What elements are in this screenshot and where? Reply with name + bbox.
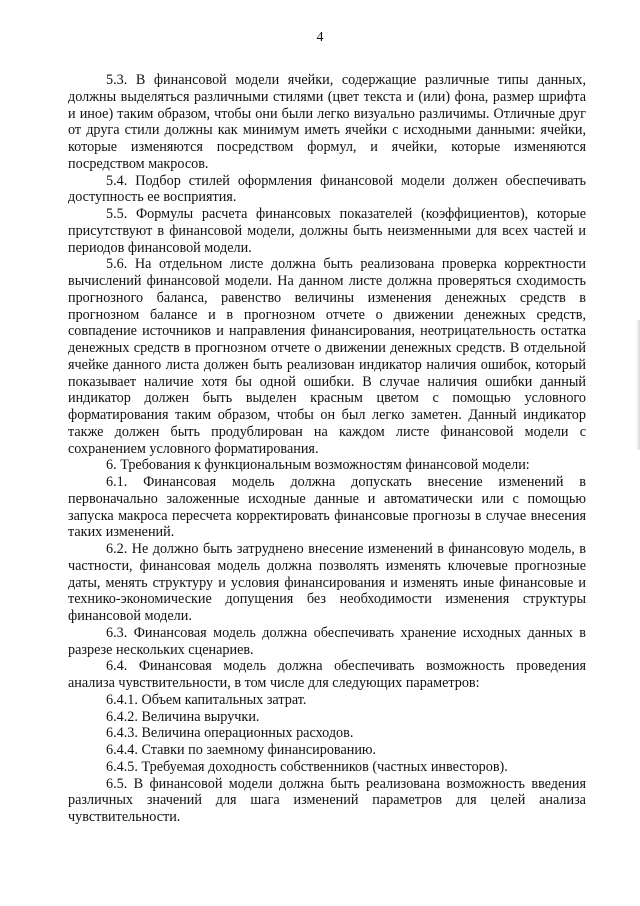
paragraph-6-4: 6.4. Финансовая модель должна обеспечивать возможность проведения анализа чувствительности, в том числе для следующих параметров: xyxy=(68,658,586,691)
paragraph-5-4: 5.4. Подбор стилей оформления финансовой модели должен обеспечивать доступность ее восприятия. xyxy=(68,172,586,206)
list-item-6-4-2: 6.4.2. Величина выручки. xyxy=(106,708,260,725)
list-item-6-4-5: 6.4.5. Требуемая доходность собственников (частных инвесторов). xyxy=(106,758,508,775)
paragraph-5-3: 5.3. В финансовой модели ячейки, содержащие различные типы данных, должны выделяться различными стилями (цвет текста и (или) фона, размер шрифта и иное) таким образом, чтобы они были легко визуально различимы. Отличные друг от друга стили должны как минимум иметь ячейки с исходными данными: ячейки, которые изменяются посредством формул, и ячейки, которые изменяются посредством макросов. xyxy=(68,72,586,172)
paragraph-5-6: 5.6. На отдельном листе должна быть реализована проверка корректности вычислений финансовой модели. На данном листе должна проверяться сходимость прогнозного баланса, равенство величины изменения денежных средств в прогнозном балансе и в прогнозном отчете о движении денежных средств, совпадение источников и направления финансирования, неотрицательность остатка денежных средств в прогнозном отчете о движении денежных средств. В отдельной ячейке данного листа должен быть реализован индикатор наличия ошибок, который показывает наличие хотя бы одной ошибки. В случае наличия ошибки данный индикатор должен быть выделен красным цветом с помощью условного форматирования таким образом, чтобы он был легко заметен. Данный индикатор также должен быть продублирован на каждом листе финансовой модели с сохранением условного форматирования. xyxy=(68,256,586,457)
document-body xyxy=(68,72,586,826)
paragraph-6-5: 6.5. В финансовой модели должна быть реализована возможность введения различных значений для шага изменений параметров для целей анализа чувствительности. xyxy=(68,775,586,825)
list-item-6-4-4: 6.4.4. Ставки по заемному финансированию. xyxy=(106,742,377,758)
page-number: 4 xyxy=(316,30,324,45)
paragraph-5-5: 5.5. Формулы расчета финансовых показателей (коэффициентов), которые присутствуют в финансовой модели, должны быть неизменными для всех частей и периодов финансовой модели. xyxy=(68,206,586,256)
section-6-heading: 6. Требования к функциональным возможностям финансовой модели: xyxy=(106,457,530,474)
list-item-6-4-3: 6.4.3. Величина операционных расходов. xyxy=(106,725,354,742)
scan-edge-shadow xyxy=(636,320,640,450)
paragraph-6-1: 6.1. Финансовая модель должна допускать внесение изменений в первоначально заложенные исходные данные и автоматически или с помощью запуска макроса пересчета корректировать финансовые прогнозы в случае внесения таких изменений. xyxy=(68,474,586,541)
list-item-6-4-1: 6.4.1. Объем капитальных затрат. xyxy=(106,691,307,708)
paragraph-6-2: 6.2. Не должно быть затруднено внесение изменений в финансовую модель, в частности, финансовая модель должна позволять изменять ключевые прогнозные даты, менять структуру и условия финансирования и изменять иные финансовые и технико-экономические допущения без необходимости изменения структуры финансовой модели. xyxy=(68,541,586,624)
paragraph-6-3: 6.3. Финансовая модель должна обеспечивать хранение исходных данных в разрезе нескольких сценариев. xyxy=(68,624,586,658)
